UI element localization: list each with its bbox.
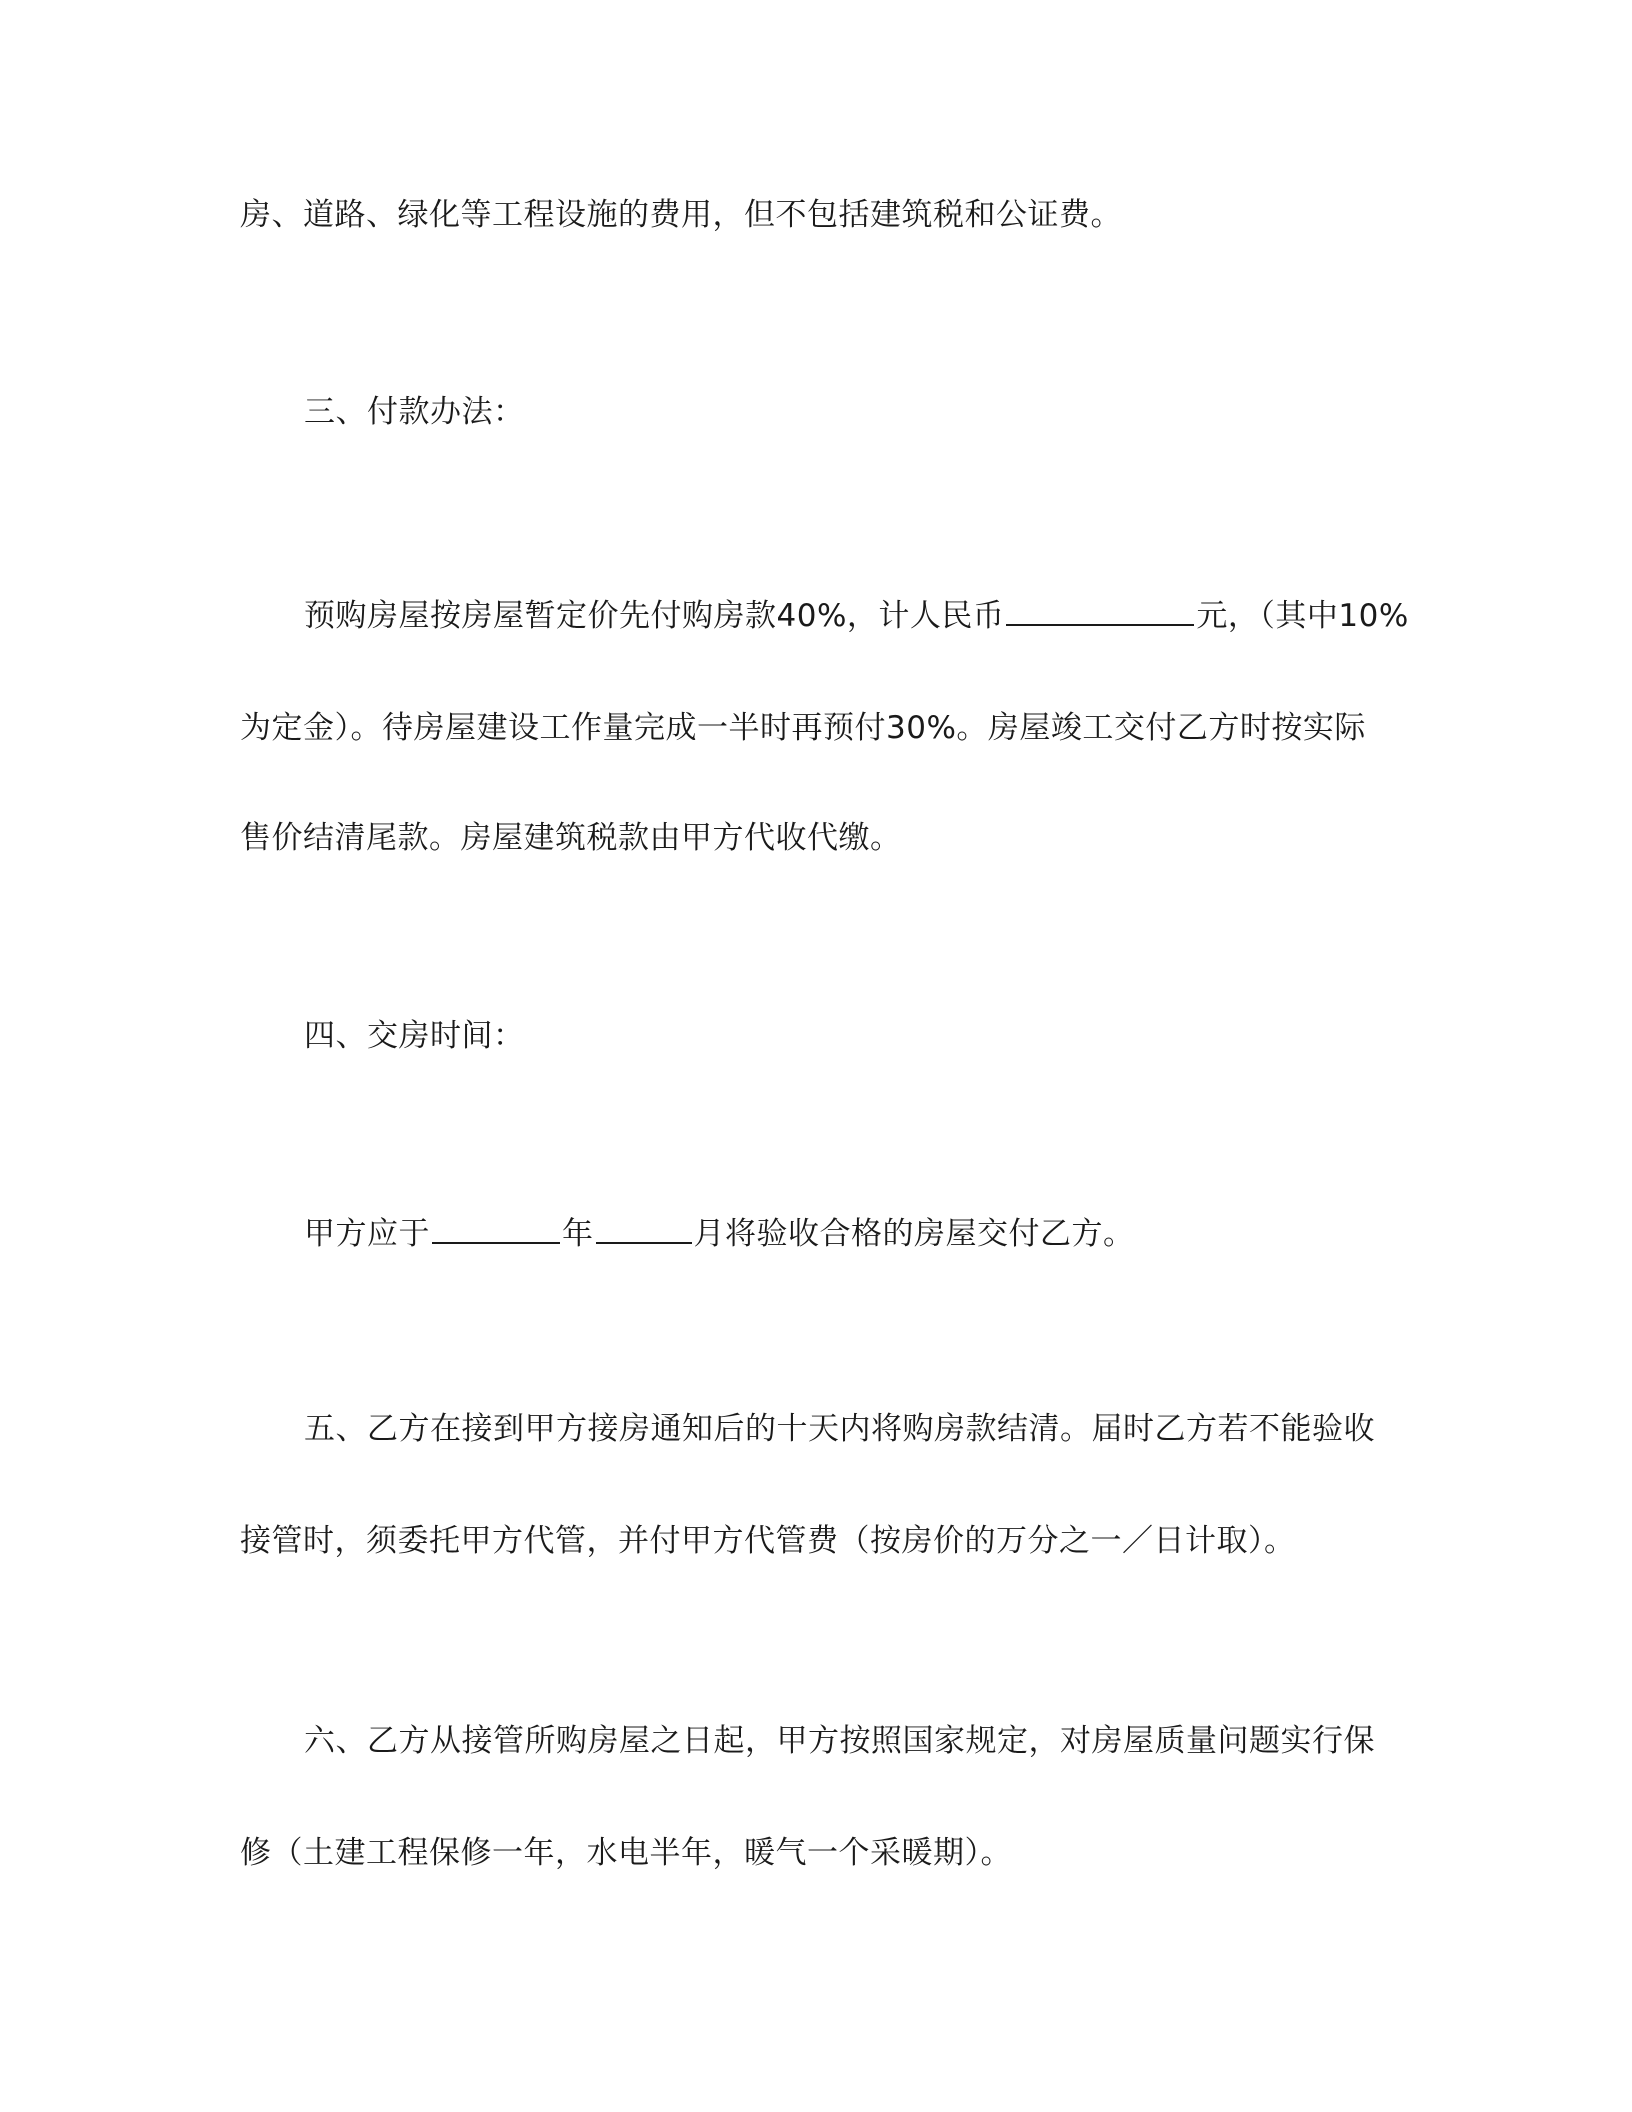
paragraph-text: 月将验收合格的房屋交付乙方。 bbox=[693, 1216, 1135, 1252]
paragraph-line bbox=[304, 1212, 1135, 1254]
paragraph-line: 房、道路、绿化等工程设施的费用，但不包括建筑税和公证费。 bbox=[240, 197, 1122, 233]
month-blank bbox=[596, 1212, 692, 1244]
paragraph-line: 修（土建工程保修一年，水电半年，暖气一个采暖期）。 bbox=[240, 1835, 1012, 1871]
year-blank bbox=[432, 1212, 560, 1244]
paragraph-line: 五、乙方在接到甲方接房通知后的十天内将购房款结清。届时乙方若不能验收 bbox=[304, 1411, 1375, 1447]
price-blank bbox=[1006, 594, 1194, 626]
paragraph-text: 元，（其中10% bbox=[1196, 598, 1409, 634]
paragraph-text: 年 bbox=[562, 1216, 594, 1252]
paragraph-line: 为定金）。待房屋建设工作量完成一半时再预付30%。房屋竣工交付乙方时按实际 bbox=[240, 710, 1366, 746]
paragraph-line: 六、乙方从接管所购房屋之日起，甲方按照国家规定，对房屋质量问题实行保 bbox=[304, 1723, 1375, 1759]
paragraph-text: 甲方应于 bbox=[304, 1216, 430, 1252]
paragraph-line bbox=[304, 594, 1409, 636]
paragraph-line: 售价结清尾款。房屋建筑税款由甲方代收代缴。 bbox=[240, 820, 902, 856]
paragraph-line: 接管时，须委托甲方代管，并付甲方代管费（按房价的万分之一／日计取）。 bbox=[240, 1523, 1296, 1559]
paragraph-text: 预购房屋按房屋暂定价先付购房款40%，计人民币 bbox=[304, 598, 1005, 634]
section-heading-payment: 三、付款办法： bbox=[304, 394, 525, 430]
section-heading-delivery: 四、交房时间： bbox=[304, 1018, 525, 1054]
